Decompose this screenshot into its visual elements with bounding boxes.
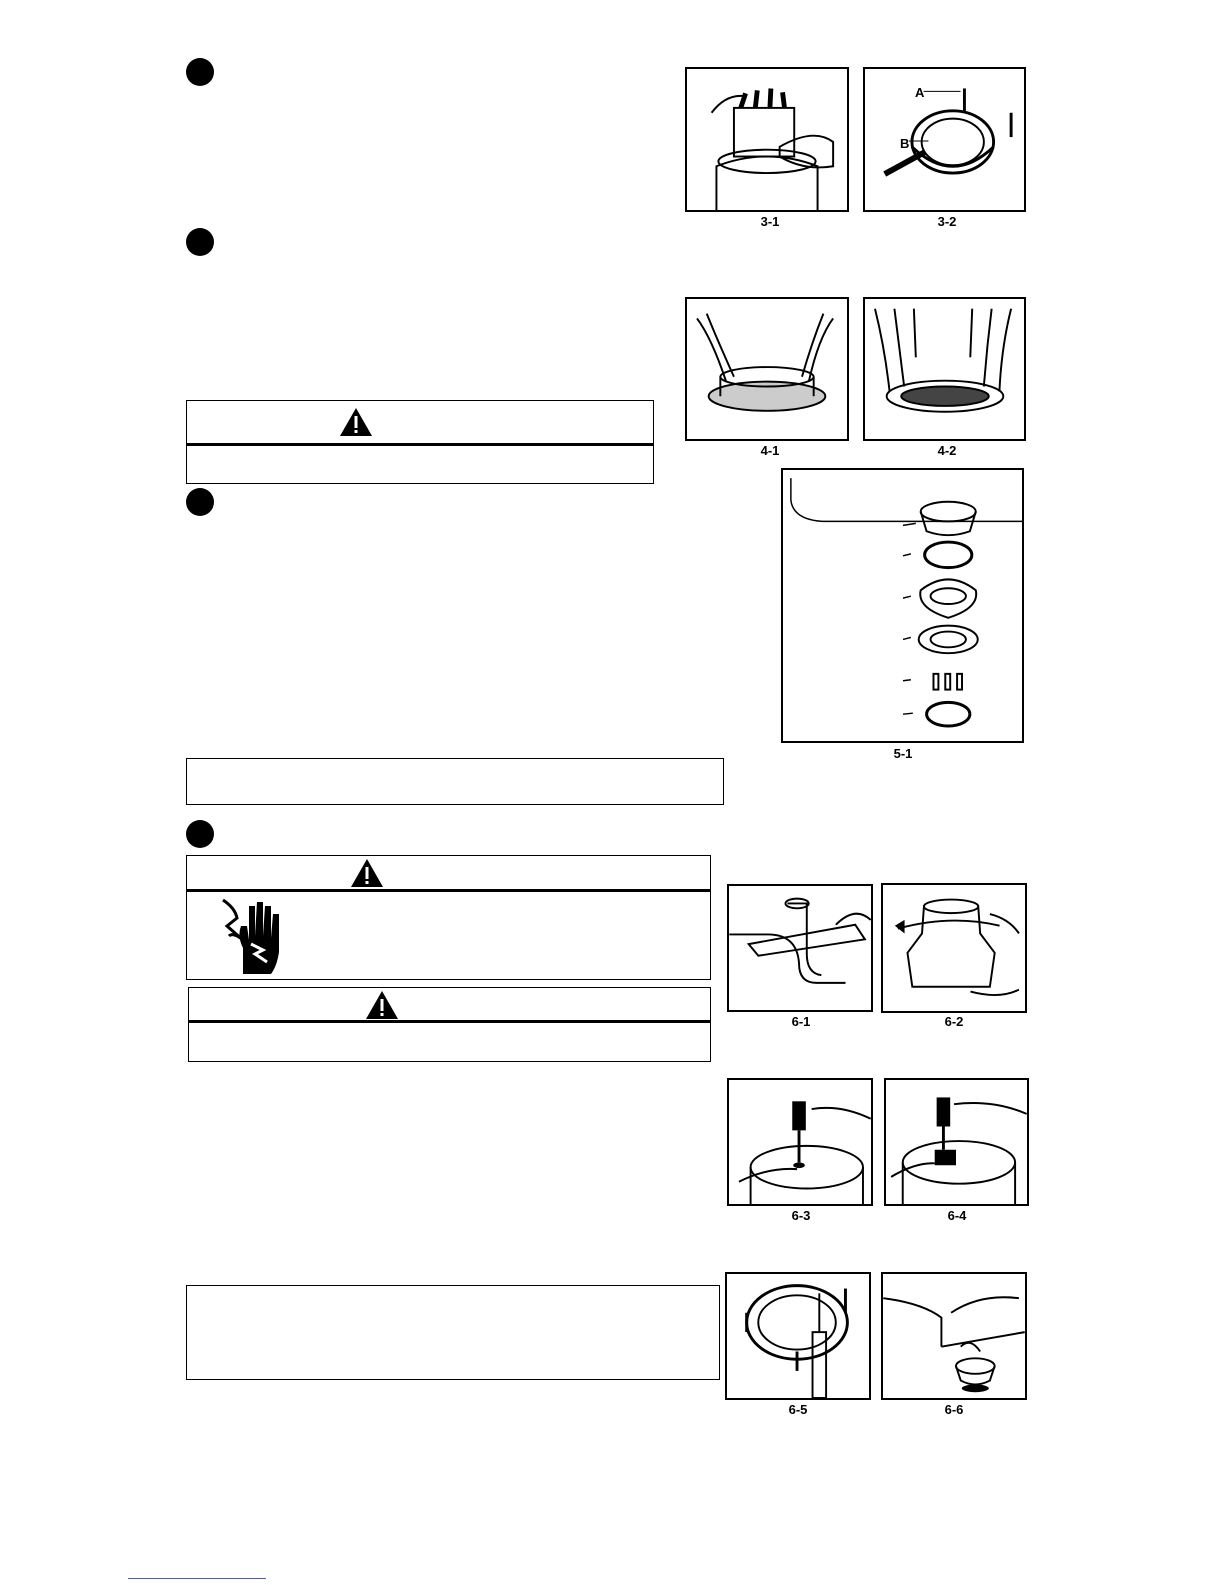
step-5-marker [186,488,214,516]
footer-link-underline[interactable] [128,1578,266,1579]
figure-5-1 [781,468,1024,743]
figure-6-1-caption: 6-1 [791,1014,811,1029]
step-6-marker [186,820,214,848]
note-box-step-5 [186,758,724,805]
figure-3-1 [685,67,849,212]
warning-triangle-icon [350,858,384,888]
label-a: A [915,85,925,100]
electric-shock-hand-icon [217,896,287,974]
figure-6-5-caption: 6-5 [788,1402,808,1417]
note-box-step-6 [186,1285,720,1380]
figure-6-3-caption: 6-3 [791,1208,811,1223]
figure-3-1-caption: 3-1 [760,214,780,229]
figure-4-1 [685,297,849,441]
step-3-marker [186,58,214,86]
label-b: B [900,136,910,151]
figure-5-1-caption: 5-1 [893,746,913,761]
figure-4-2 [863,297,1026,441]
figure-3-2-caption: 3-2 [937,214,957,229]
warning-triangle-icon [339,407,373,437]
warning-box-step-6 [188,987,711,1062]
warning-triangle-icon [365,990,399,1020]
figure-6-2 [881,883,1027,1013]
figure-3-2 [863,67,1026,212]
figure-6-3 [727,1078,873,1206]
step-4-marker [186,228,214,256]
figure-6-6 [881,1272,1027,1400]
warning-box-step-4 [186,400,654,484]
warning-header-2 [189,988,710,1023]
warning-header [187,401,653,446]
danger-box-step-6 [186,855,711,980]
figure-6-5 [725,1272,871,1400]
figure-6-2-caption: 6-2 [944,1014,964,1029]
figure-4-2-caption: 4-2 [937,443,957,458]
figure-6-4 [884,1078,1029,1206]
danger-header [187,856,710,892]
figure-6-4-caption: 6-4 [947,1208,967,1223]
figure-4-1-caption: 4-1 [760,443,780,458]
figure-6-1 [727,884,873,1012]
figure-6-6-caption: 6-6 [944,1402,964,1417]
